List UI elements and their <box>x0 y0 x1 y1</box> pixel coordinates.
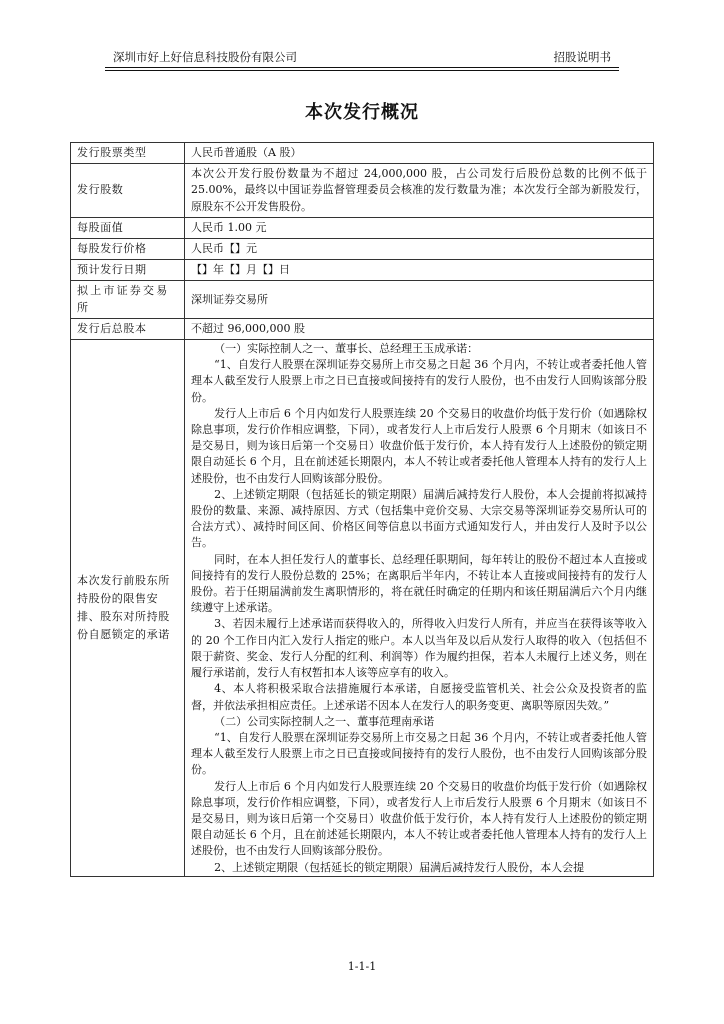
paragraph: 同时，在本人担任发行人的董事长、总经理任职期间，每年转让的股份不超过本人直接或间接持有的发行人股份总数的 25%；在离职后半年内，不转让本人直接或间接持有的发行人股份。若于任期届满前发生离职情形的，将在就任时确定的任期内和该任期届满后六个月内继续遵守上述承诺。 <box>191 552 647 615</box>
paragraph: “1、自发行人股票在深圳证券交易所上市交易之日起 36 个月内，不转让或者委托他人管理本人截至发行人股票上市之日已直接或间接持有的发行人股份，也不由发行人回购该部分股份。 <box>191 358 647 404</box>
row-value: 人民币 1.00 元 <box>185 217 654 238</box>
row-label: 每股面值 <box>71 217 185 238</box>
header-rule-thick <box>105 67 619 68</box>
document-type: 招股说明书 <box>553 50 611 64</box>
paragraph: 4、本人将积极采取合法措施履行本承诺，自愿接受监管机关、社会公众及投资者的监督，并依法承担相应责任。上述承诺不因本人在发行人的职务变更、离职等原因失效。” <box>191 682 647 712</box>
row-value: 人民币普通股（A 股） <box>185 143 654 164</box>
paragraph: 发行人上市后 6 个月内如发行人股票连续 20 个交易日的收盘价均低于发行价（如遇除权除息事项，发行价作相应调整，下同），或者发行人上市后发行人股票 6 个月期末（如该日不是交易日，则为该日后第一个交易日）收盘价低于发行价，本人持有发行人上述股份的锁定期限自动延长 6 个月，且在前述延长期限内，本人不转让或者委托他人管理本人持有的发行人上述股份，也不由发行人回购该部分股份。 <box>191 406 647 485</box>
row-value: 深圳证券交易所 <box>185 281 654 318</box>
paragraph: 3、若因未履行上述承诺而获得收入的，所得收入归发行人所有，并应当在获得该等收入的 20 个工作日内汇入发行人指定的账户。本人以当年及以后从发行人取得的收入（包括但不限于薪资、奖金、发行人分配的红利、利润等）作为履约担保，若本人未履行上述义务，则在履行承诺前，发行人有权暂扣本人该等应享有的收入。 <box>191 617 647 680</box>
page-number: 1-1-1 <box>347 960 377 973</box>
row-value: 【】年【】月【】日 <box>185 260 654 281</box>
row-label: 发行后总股本 <box>71 318 185 339</box>
paragraph: 2、上述锁定期限（包括延长的锁定期限）届满后减持发行人股份，本人会提 <box>214 860 585 874</box>
paragraph: （一）实际控制人之一、董事长、总经理王玉成承诺： <box>214 342 479 356</box>
paragraph: 2、上述锁定期限（包括延长的锁定期限）届满后减持发行人股份，本人会提前将拟减持股份的数量、来源、减持原因、方式（包括集中竞价交易、大宗交易等深圳证券交易所认可的合法方式）、减持时间区间、价格区间等信息以书面方式通知发行人，并由发行人及时予以公告。 <box>191 487 647 550</box>
page-header <box>105 48 619 66</box>
row-value: 不超过 96,000,000 股 <box>185 318 654 339</box>
commitment-text <box>185 340 654 877</box>
row-label: 发行股票类型 <box>71 143 185 164</box>
row-label: 预计发行日期 <box>71 260 185 281</box>
page-title: 本次发行概况 <box>305 102 419 123</box>
table-row <box>71 164 654 218</box>
commitment-label: 本次发行前股东所持股份的限售安排、股东对所持股份自愿锁定的承诺 <box>71 340 185 877</box>
paragraph: 发行人上市后 6 个月内如发行人股票连续 20 个交易日的收盘价均低于发行价（如遇除权除息事项，发行价作相应调整，下同），或者发行人上市后发行人股票 6 个月期末（如该日不是交易日，则为该日后第一个交易日）收盘价低于发行价，本人持有发行人上述股份的锁定期限自动延长 6 个月，且在前述延长期限内，本人不转让或者委托他人管理本人持有的发行人上述股份，也不由发行人回购该部分股份。 <box>191 779 647 858</box>
paragraph: （二）公司实际控制人之一、董事范理南承诺 <box>214 714 435 728</box>
table-row <box>71 217 654 238</box>
table-row <box>71 260 654 281</box>
row-label: 发行股数 <box>71 164 185 218</box>
table-row <box>71 281 654 318</box>
row-value: 本次公开发行股份数量为不超过 24,000,000 股，占公司发行后股份总数的比例不低于 25.00%，最终以中国证券监督管理委员会核准的发行数量为准；本次发行全部为新股发行，原股东不公开发售股份。 <box>185 164 654 218</box>
table-row <box>71 340 654 877</box>
table-row <box>71 143 654 164</box>
offering-overview-table <box>70 142 654 877</box>
table-row <box>71 239 654 260</box>
company-name: 深圳市好上好信息科技股份有限公司 <box>113 50 297 64</box>
row-label: 每股发行价格 <box>71 239 185 260</box>
table-row <box>71 318 654 339</box>
paragraph: “1、自发行人股票在深圳证券交易所上市交易之日起 36 个月内，不转让或者委托他人管理本人截至发行人股票上市之日已直接或间接持有的发行人股份，也不由发行人回购该部分股份。 <box>191 730 647 777</box>
row-label: 拟上市证券交易所 <box>71 281 185 318</box>
row-value: 人民币【】元 <box>185 239 654 260</box>
header-rule-thin <box>105 70 619 71</box>
